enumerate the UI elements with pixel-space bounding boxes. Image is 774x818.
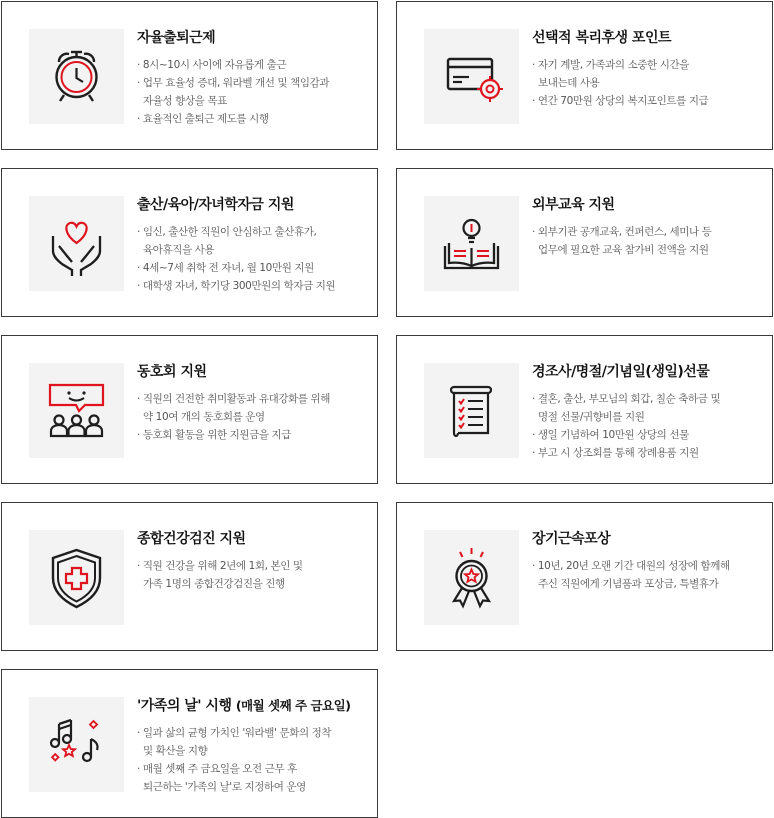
card-description [532, 56, 708, 110]
benefit-card-club-support [1, 335, 378, 484]
health-shield-icon [29, 530, 124, 625]
club-group-icon [29, 363, 124, 458]
credit-card-icon [424, 29, 519, 124]
card-title: 종합건강검진 지원 [137, 531, 246, 547]
description-line: 약 10여 개의 동호회를 운영 [143, 411, 265, 423]
description-line: · 연간 70만원 상당의 복지포인트를 지급 [532, 95, 709, 107]
card-description [137, 223, 335, 295]
description-line: 명절 선물/귀향비를 지원 [538, 411, 645, 423]
description-line: · 직원 건강을 위해 2년에 1회, 본인 및 [137, 560, 303, 572]
description-line: 업무에 필요한 교육 참가비 전액을 지원 [538, 244, 709, 256]
card-title-main: '가족의 날' 시행 [137, 698, 232, 714]
card-title: 선택적 복리후생 포인트 [532, 30, 671, 46]
description-line: · 생일 기념하여 10만원 상당의 선물 [532, 429, 689, 441]
card-description [532, 223, 711, 259]
hands-heart-icon [29, 196, 124, 291]
description-line: · 직원의 건전한 취미활동과 유대강화를 위해 [137, 393, 330, 405]
icon-box [424, 196, 519, 291]
description-line: · 10년, 20년 오랜 기간 대원의 성장에 함께해 [532, 560, 730, 572]
benefit-card-childcare-support [1, 168, 378, 317]
description-line: 및 확산을 지향 [143, 745, 208, 757]
icon-box [29, 196, 124, 291]
alarm-clock-icon [29, 29, 124, 124]
description-line: 자율성 향상을 목표 [143, 95, 227, 107]
description-line: · 동호회 활동을 위한 지원금을 지급 [137, 429, 292, 441]
benefit-card-health-checkup [1, 502, 378, 651]
benefit-card-welfare-points [396, 1, 773, 150]
description-line: 퇴근하는 '가족의 날'로 지정하여 운영 [143, 781, 306, 793]
card-description [532, 390, 720, 462]
card-description [137, 557, 303, 593]
benefit-card-celebration-gifts [396, 335, 773, 484]
benefit-card-external-education [396, 168, 773, 317]
card-title-sub: (매월 셋째 주 금요일) [235, 698, 351, 713]
card-title [137, 695, 350, 715]
icon-box [29, 697, 124, 792]
description-line: · 결혼, 출산, 부모님의 회갑, 칠순 축하금 및 [532, 393, 721, 405]
book-lightbulb-icon [424, 196, 519, 291]
card-title: 경조사/명절/기념일(생일)선물 [532, 364, 710, 380]
icon-box [424, 363, 519, 458]
description-line: · 대학생 자녀, 학기당 300만원의 학자금 지원 [137, 280, 336, 292]
card-title: 장기근속포상 [532, 531, 611, 547]
checklist-scroll-icon [424, 363, 519, 458]
description-line: 육아휴직을 사용 [143, 244, 215, 256]
card-title: 출산/육아/자녀학자금 지원 [137, 197, 294, 213]
description-line: · 매월 셋째 주 금요일을 오전 근무 후 [137, 763, 297, 775]
card-description [137, 724, 331, 796]
card-description [137, 390, 330, 444]
description-line: 주신 직원에게 기념품과 포상금, 특별휴가 [538, 578, 719, 590]
description-line: · 외부기관 공개교육, 컨퍼런스, 세미나 등 [532, 226, 712, 238]
benefit-card-long-service-award [396, 502, 773, 651]
description-line: · 부고 시 상조회를 통해 장례용품 지원 [532, 447, 699, 459]
description-line: 보내는데 사용 [538, 77, 600, 89]
description-line: · 업무 효율성 증대, 워라벨 개선 및 책임감과 [137, 77, 330, 89]
icon-box [424, 29, 519, 124]
benefit-card-flexible-hours [1, 1, 378, 150]
description-line: · 임신, 출산한 직원이 안심하고 출산휴가, [137, 226, 317, 238]
medal-award-icon [424, 530, 519, 625]
description-line: · 자기 계발, 가족과의 소중한 시간을 [532, 59, 689, 71]
icon-box [29, 363, 124, 458]
icon-box [29, 29, 124, 124]
card-title: 동호회 지원 [137, 364, 207, 380]
card-description [532, 557, 730, 593]
description-line: · 8시~10시 사이에 자유롭게 출근 [137, 59, 287, 71]
icon-box [29, 530, 124, 625]
description-line: 가족 1명의 종합건강검진을 진행 [143, 578, 285, 590]
benefit-card-family-day [1, 669, 378, 818]
card-description [137, 56, 329, 128]
card-title: 외부교육 지원 [532, 197, 615, 213]
description-line: · 일과 삶의 균형 가치인 '워라밸' 문화의 정착 [137, 727, 332, 739]
description-line: · 4세~7세 취학 전 자녀, 월 10만원 지원 [137, 262, 314, 274]
card-title: 자율출퇴근제 [137, 30, 216, 46]
description-line: · 효율적인 출퇴근 제도를 시행 [137, 113, 269, 125]
music-notes-icon [29, 697, 124, 792]
icon-box [424, 530, 519, 625]
